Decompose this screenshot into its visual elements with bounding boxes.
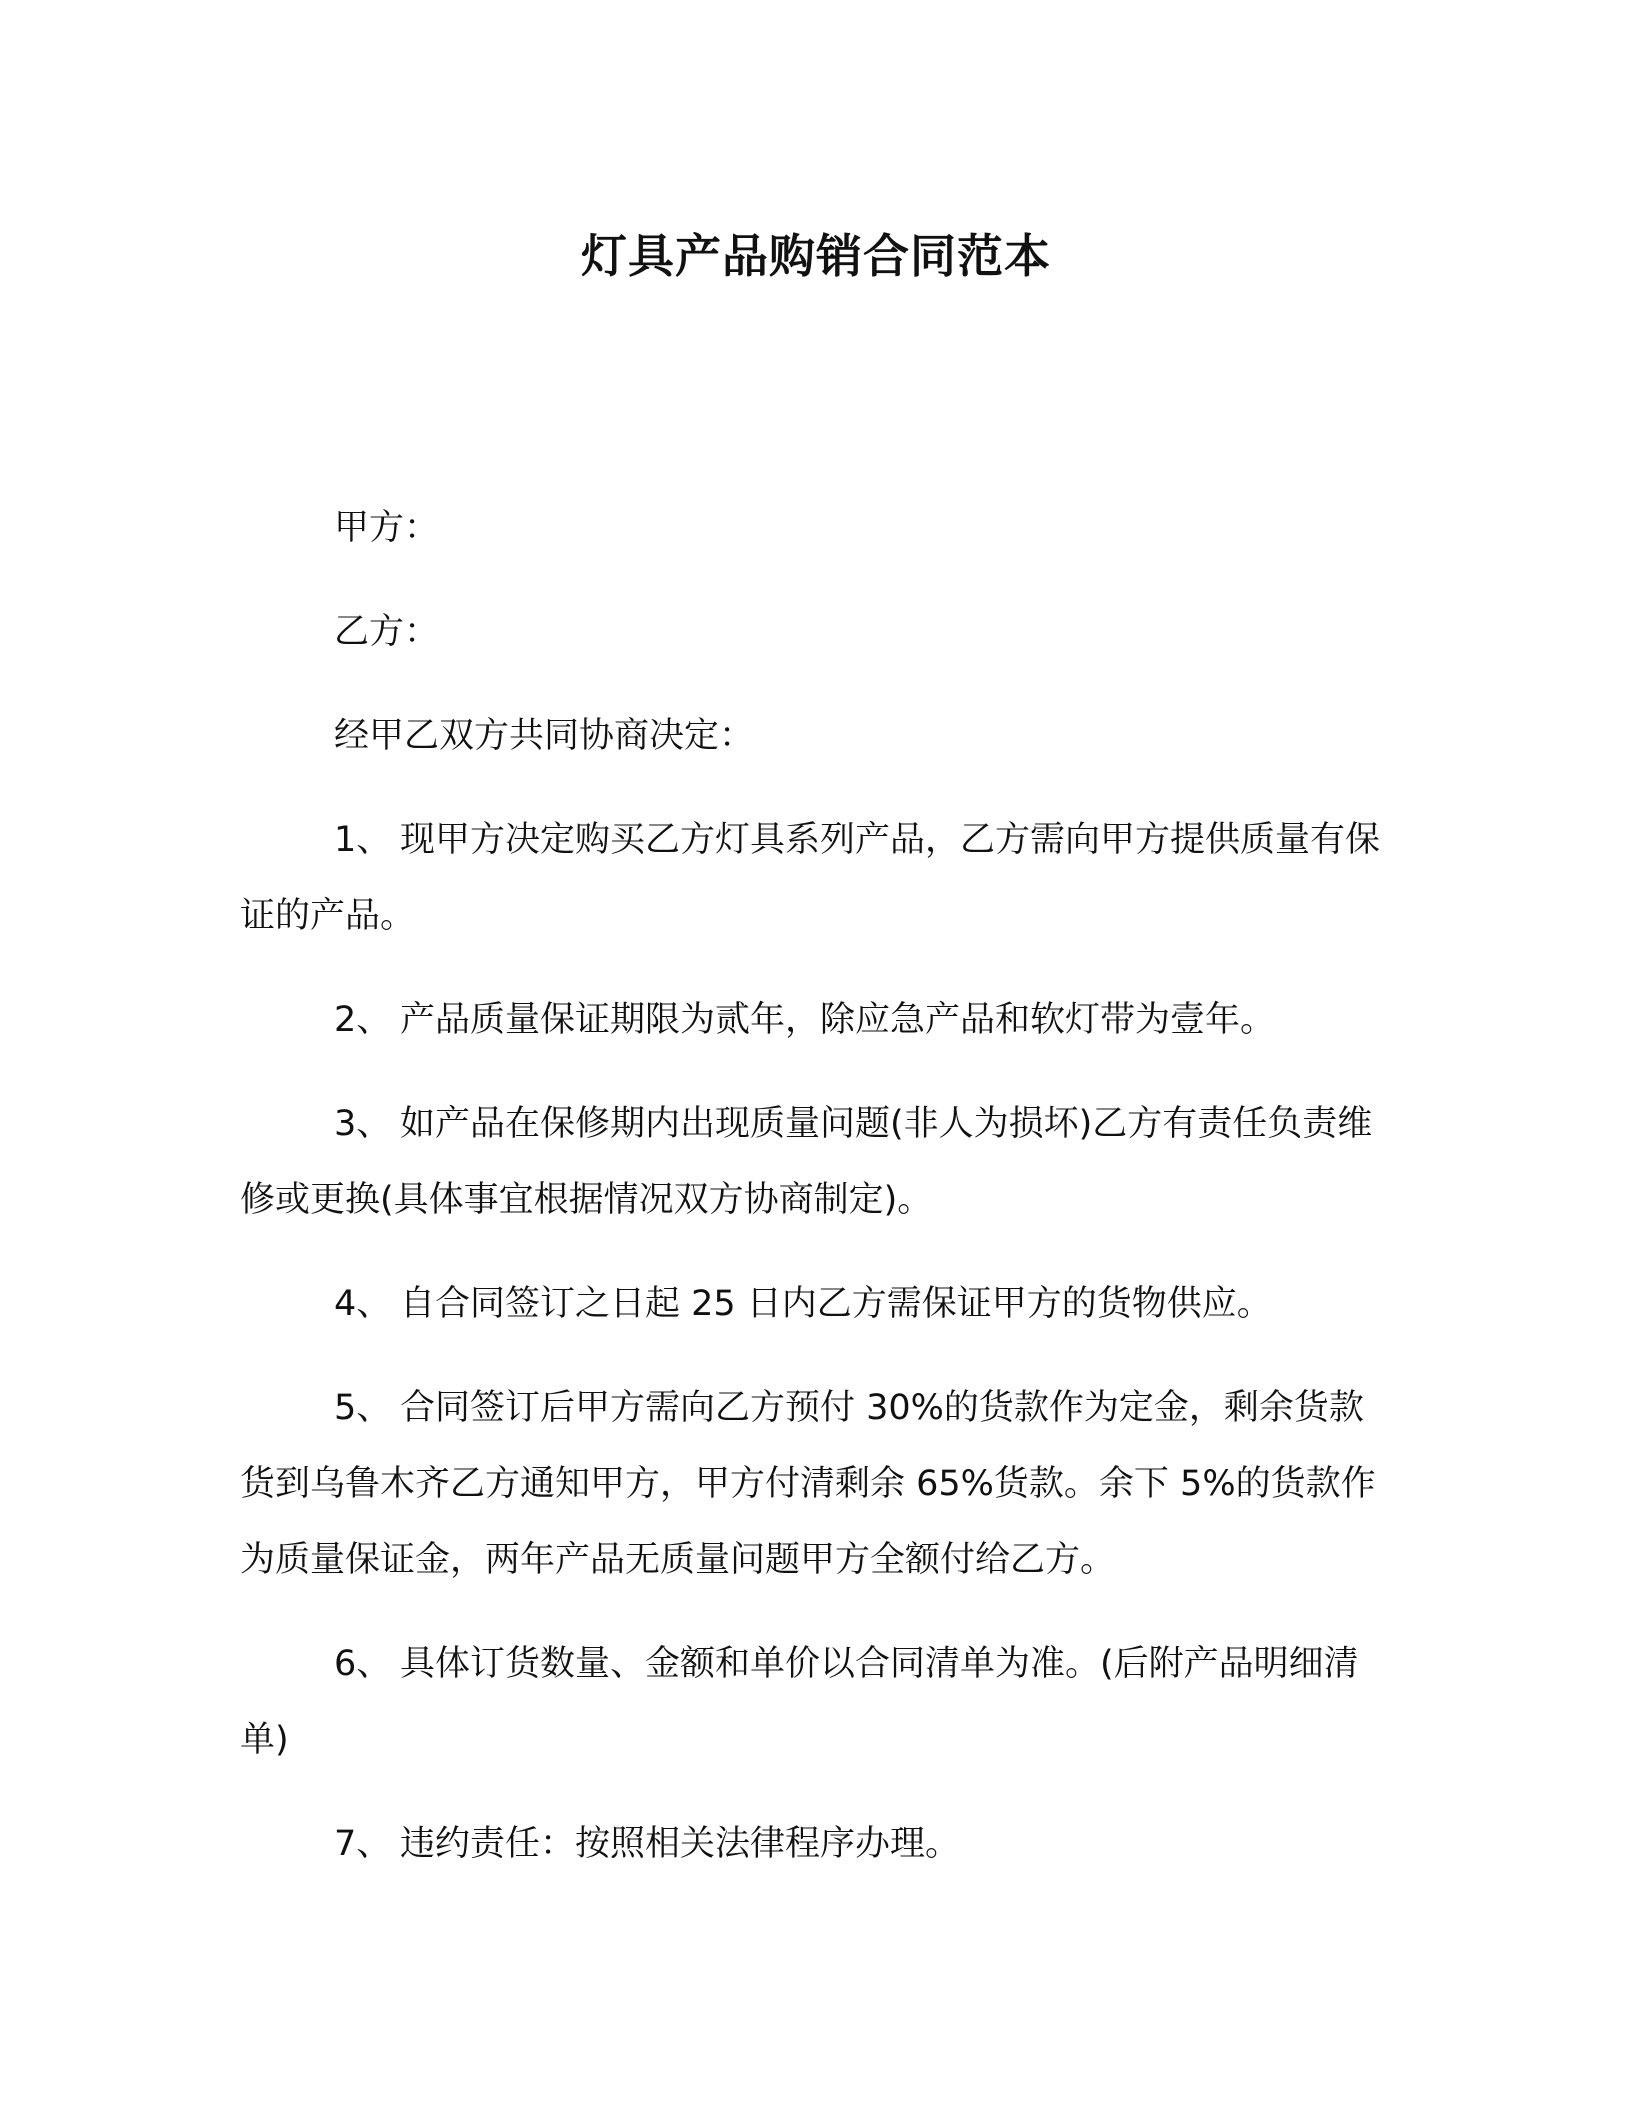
- clause-number: 5、: [334, 1388, 392, 1428]
- clause-text: 自合同签订之日起 25 日内乙方需保证甲方的货物供应。: [400, 1284, 1272, 1324]
- clause-number: 7、: [334, 1824, 392, 1864]
- intro-line: 经甲乙双方共同协商决定：: [334, 716, 755, 756]
- clause-number: 3、: [334, 1104, 392, 1144]
- clause-2: [240, 982, 1380, 1058]
- party-b-line: 乙方：: [334, 612, 440, 652]
- clause-number: 2、: [334, 1000, 392, 1040]
- clause-5: [240, 1370, 1380, 1598]
- clause-number: 6、: [334, 1644, 392, 1684]
- clause-text: 如产品在保修期内出现质量问题(非人为损坏)乙方有责任负责维修或更换(具体事宜根据情况双方协商制定)。: [240, 1104, 1373, 1220]
- clause-7: [240, 1806, 1380, 1882]
- clause-6: [240, 1626, 1380, 1778]
- clause-text: 产品质量保证期限为贰年，除应急产品和软灯带为壹年。: [400, 1000, 1276, 1040]
- clause-4: [240, 1266, 1380, 1342]
- document-body: [240, 490, 1380, 1910]
- clause-text: 现甲方决定购买乙方灯具系列产品，乙方需向甲方提供质量有保证的产品。: [240, 820, 1381, 936]
- clause-number: 4、: [334, 1284, 392, 1324]
- clause-number: 1、: [334, 820, 392, 860]
- clause-text: 具体订货数量、金额和单价以合同清单为准。(后附产品明细清单): [240, 1644, 1359, 1760]
- document-title: 灯具产品购销合同范本: [581, 229, 1051, 283]
- clause-text: 合同签订后甲方需向乙方预付 30%的货款作为定金，剩余货款货到乌鲁木齐乙方通知甲方，甲方付清剩余 65%货款。余下 5%的货款作为质量保证金，两年产品无质量问题甲方全额付给乙方。: [240, 1388, 1376, 1580]
- clause-1: [240, 802, 1380, 954]
- clause-text: 违约责任：按照相关法律程序办理。: [400, 1824, 961, 1864]
- party-a-line: 甲方：: [334, 508, 440, 548]
- clause-3: [240, 1086, 1380, 1238]
